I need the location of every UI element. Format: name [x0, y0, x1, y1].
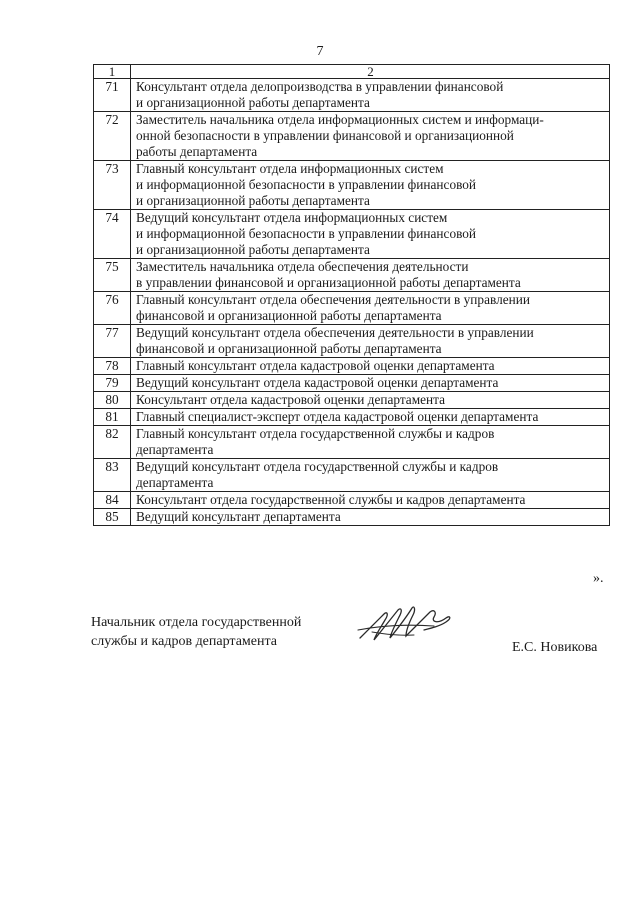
position-title-line: и организационной работы департамента: [136, 193, 370, 208]
position-title: [131, 112, 610, 161]
row-number: 74: [94, 210, 131, 259]
position-title-line: в управлении финансовой и организационной работы департамента: [136, 275, 521, 290]
row-number: 84: [94, 492, 131, 509]
position-title-line: финансовой и организационной работы департамента: [136, 341, 442, 356]
row-number: 76: [94, 292, 131, 325]
position-title-line: Консультант отдела кадастровой оценки департамента: [136, 392, 446, 407]
position-title-line: департамента: [136, 442, 214, 457]
position-title: [131, 409, 610, 426]
position-title-line: Ведущий консультант отдела информационных систем: [136, 210, 448, 225]
row-number: 85: [94, 509, 131, 526]
position-title-line: работы департамента: [136, 144, 258, 159]
table-row: [94, 210, 610, 259]
position-title-line: Консультант отдела делопроизводства в управлении финансовой: [136, 79, 504, 94]
handwritten-signature: [354, 600, 464, 650]
table-row: [94, 292, 610, 325]
row-number: 80: [94, 392, 131, 409]
position-title-line: Ведущий консультант отдела обеспечения деятельности в управлении: [136, 325, 534, 340]
position-title: [131, 325, 610, 358]
table-row: [94, 392, 610, 409]
position-title: [131, 459, 610, 492]
position-title: [131, 210, 610, 259]
row-number: 81: [94, 409, 131, 426]
table-row: [94, 492, 610, 509]
positions-table: [93, 64, 610, 526]
position-title-line: Ведущий консультант департамента: [136, 509, 341, 524]
position-title: [131, 375, 610, 392]
position-title-line: Ведущий консультант отдела кадастровой оценки департамента: [136, 375, 499, 390]
table-row: [94, 509, 610, 526]
column-header-position: 2: [131, 65, 610, 79]
position-title-line: и организационной работы департамента: [136, 95, 370, 110]
position-title: [131, 161, 610, 210]
row-number: 83: [94, 459, 131, 492]
signer-title-line: службы и кадров департамента: [91, 634, 277, 649]
closing-quote: ».: [593, 571, 604, 586]
table-header-row: [94, 65, 610, 79]
position-title-line: и организационной работы департамента: [136, 242, 370, 257]
position-title: [131, 358, 610, 375]
page-number: 7: [316, 44, 324, 59]
column-header-number: 1: [94, 65, 131, 79]
position-title-line: Заместитель начальника отдела обеспечения деятельности: [136, 259, 469, 274]
position-title-line: Главный консультант отдела информационных систем: [136, 161, 444, 176]
position-title: [131, 79, 610, 112]
signer-title: [91, 613, 351, 651]
position-title-line: Главный консультант отдела обеспечения деятельности в управлении: [136, 292, 530, 307]
row-number: 72: [94, 112, 131, 161]
position-title-line: Консультант отдела государственной службы и кадров департамента: [136, 492, 526, 507]
table-row: [94, 375, 610, 392]
position-title: [131, 509, 610, 526]
table-row: [94, 79, 610, 112]
position-title: [131, 392, 610, 409]
signer-title-line: Начальник отдела государственной: [91, 615, 302, 630]
row-number: 78: [94, 358, 131, 375]
row-number: 79: [94, 375, 131, 392]
table-row: [94, 409, 610, 426]
signer-name: Е.С. Новикова: [512, 640, 598, 655]
table-row: [94, 259, 610, 292]
position-title-line: Главный консультант отдела государственной службы и кадров: [136, 426, 495, 441]
position-title-line: онной безопасности в управлении финансовой и организационной: [136, 128, 514, 143]
table-row: [94, 358, 610, 375]
position-title: [131, 292, 610, 325]
position-title: [131, 259, 610, 292]
row-number: 82: [94, 426, 131, 459]
row-number: 71: [94, 79, 131, 112]
position-title-line: Главный специалист-эксперт отдела кадастровой оценки департамента: [136, 409, 539, 424]
position-title: [131, 492, 610, 509]
row-number: 75: [94, 259, 131, 292]
position-title-line: и информационной безопасности в управлении финансовой: [136, 226, 477, 241]
table-row: [94, 112, 610, 161]
position-title: [131, 426, 610, 459]
position-title-line: и информационной безопасности в управлении финансовой: [136, 177, 477, 192]
table-row: [94, 426, 610, 459]
position-title-line: финансовой и организационной работы департамента: [136, 308, 442, 323]
table-row: [94, 161, 610, 210]
table-row: [94, 459, 610, 492]
position-title-line: Главный консультант отдела кадастровой оценки департамента: [136, 358, 495, 373]
position-title-line: Заместитель начальника отдела информационных систем и информаци-: [136, 112, 544, 127]
position-title-line: Ведущий консультант отдела государственной службы и кадров: [136, 459, 499, 474]
table-row: [94, 325, 610, 358]
row-number: 77: [94, 325, 131, 358]
row-number: 73: [94, 161, 131, 210]
position-title-line: департамента: [136, 475, 214, 490]
